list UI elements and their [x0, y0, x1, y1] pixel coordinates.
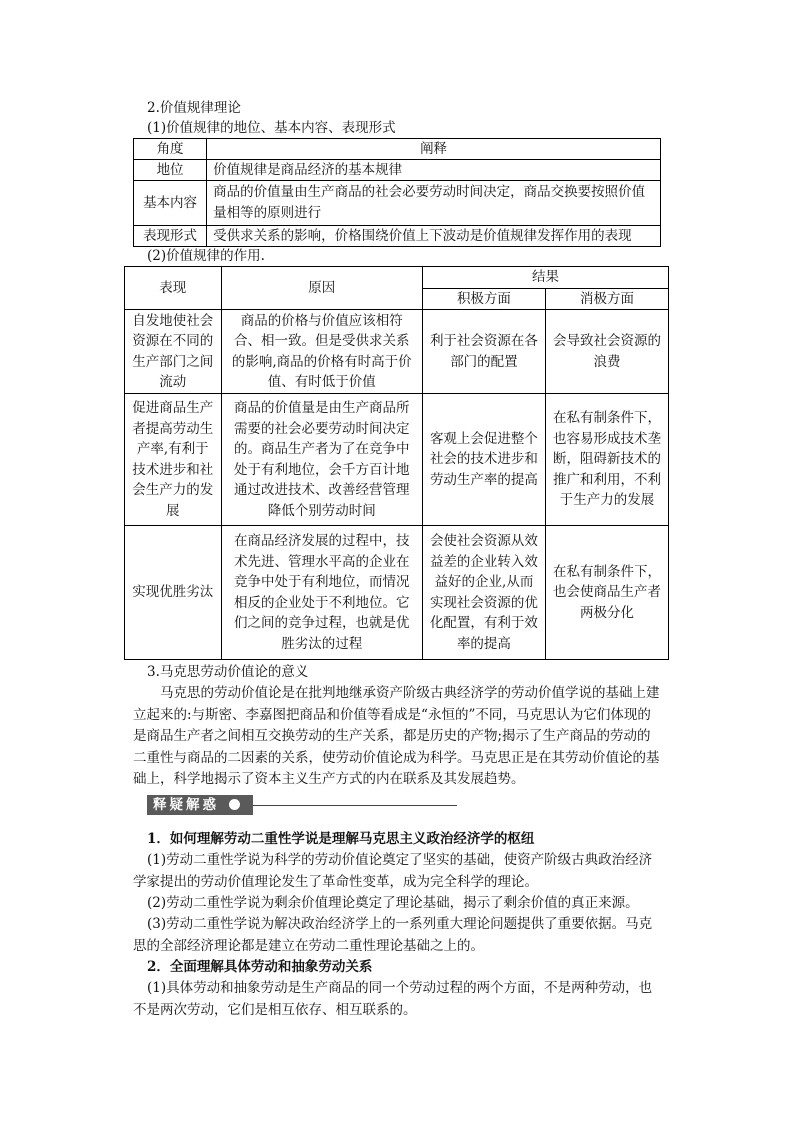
header-jiji: 积极方面	[422, 288, 545, 310]
table-row	[134, 160, 661, 181]
faq-banner-label: 释疑解惑	[147, 795, 253, 815]
answer-2-part-1: (1)具体劳动和抽象劳动是生产商品的同一个劳动过程的两个方面，不是两种劳动，也不是两次劳动，它们是相互依存、相互联系的。	[133, 980, 653, 1018]
answer-1-part-2: (2)劳动二重性学说为剩余价值理论奠定了理论基础，揭示了剩余价值的真正来源。	[147, 895, 639, 911]
table-row	[134, 181, 661, 226]
value-law-table	[133, 138, 661, 247]
table-cell: 基本内容	[134, 181, 207, 226]
table-cell: 商品的价值量是由生产商品所需要的社会必要劳动时间决定的。商品生产者为了在竞争中处于有利地位，会千方百计地通过改进技术、改善经营管理降低个别劳动时间	[221, 394, 422, 526]
table-row	[125, 310, 669, 394]
table-cell: 利于社会资源在各部门的配置	[422, 310, 545, 394]
banner-divider	[253, 805, 457, 806]
table-header-row	[125, 267, 669, 289]
header-biaoxian: 表现	[125, 267, 222, 310]
header-jieguo: 结果	[422, 267, 668, 289]
section-3-heading: 3.马克思劳动价值论的意义	[147, 664, 309, 680]
table-cell: 商品的价值量由生产商品的社会必要劳动时间决定，商品交换要按照价值量相等的原则进行	[207, 181, 661, 226]
answer-1-part-3: (3)劳动二重性学说为解决政治经济学上的一系列重大理论问题提供了重要依据。马克思的全部经济理论都是建立在劳动二重性理论基础之上的。	[133, 916, 653, 954]
section-2-sub1: (1)价值规律的地位、基本内容、表现形式	[147, 120, 396, 136]
answer-1-part-1: (1)劳动二重性学说为科学的劳动价值论奠定了坚实的基础，使资产阶级古典政治经济学家提出的劳动价值理论发生了革命性变革，成为完全科学的理论。	[133, 852, 653, 890]
question-2: 2．全面理解具体劳动和抽象劳动关系	[147, 959, 373, 975]
table-cell: 自发地使社会资源在不同的生产部门之间流动	[125, 310, 222, 394]
header-xiaoji: 消极方面	[545, 288, 668, 310]
bullet-dot-icon	[229, 799, 240, 810]
table-row	[125, 526, 669, 660]
value-law-effects-table	[124, 266, 669, 660]
table-cell: 在商品经济发展的过程中，技术先进、管理水平高的企业在竞争中处于有利地位，而情况相反的企业处于不利地位。它们之间的竞争过程，也就是优胜劣汰的过程	[221, 526, 422, 660]
table-header-cell: 角度	[134, 139, 207, 160]
table-cell: 会使社会资源从效益差的企业转入效益好的企业,从而实现社会资源的优化配置，有利于效率的提高	[422, 526, 545, 660]
section-2-heading: 2.价值规律理论	[147, 100, 241, 116]
table-row	[134, 226, 661, 247]
table-cell: 表现形式	[134, 226, 207, 247]
table-cell: 受供求关系的影响，价格围绕价值上下波动是价值规律发挥作用的表现	[207, 226, 661, 247]
table-cell: 会导致社会资源的浪费	[545, 310, 668, 394]
section-2-sub2: (2)价值规律的作用.	[147, 248, 265, 264]
table-row	[125, 394, 669, 526]
section-3-paragraph: 马克思的劳动价值论是在批判地继承资产阶级古典经济学的劳动价值学说的基础上建立起来的:与斯密、李嘉图把商品和价值等看成是“永恒的”不同，马克思认为它们体现的是商品生产者之间相互交换劳动的生产关系，都是历史的产物;揭示了生产商品的劳动的二重性与商品的二因素的关系，使劳动价值论成为科学。马克思正是在其劳动价值论的基础上，科学地揭示了资本主义生产方式的内在联系及其发展趋势。	[133, 685, 660, 787]
table-cell: 在私有制条件下，也容易形成技术垄断，阻碍新技术的推广和利用，不利于生产力的发展	[545, 394, 668, 526]
table-header-row	[134, 139, 661, 160]
question-1: 1．如何理解劳动二重性学说是理解马克思主义政治经济学的枢纽	[147, 831, 535, 847]
table-cell: 地位	[134, 160, 207, 181]
table-cell: 在私有制条件下，也会使商品生产者两极分化	[545, 526, 668, 660]
header-yuanyin: 原因	[221, 267, 422, 310]
table-cell: 实现优胜劣汰	[125, 526, 222, 660]
table-cell: 价值规律是商品经济的基本规律	[207, 160, 661, 181]
table-header-cell: 阐释	[207, 139, 661, 160]
table-cell: 促进商品生产者提高劳动生产率,有利于技术进步和社会生产力的发展	[125, 394, 222, 526]
table-cell: 商品的价格与价值应该相符合、相一致。但是受供求关系的影响,商品的价格有时高于价值、有时低于价值	[221, 310, 422, 394]
faq-banner	[147, 795, 457, 817]
table-cell: 客观上会促进整个社会的技术进步和劳动生产率的提高	[422, 394, 545, 526]
